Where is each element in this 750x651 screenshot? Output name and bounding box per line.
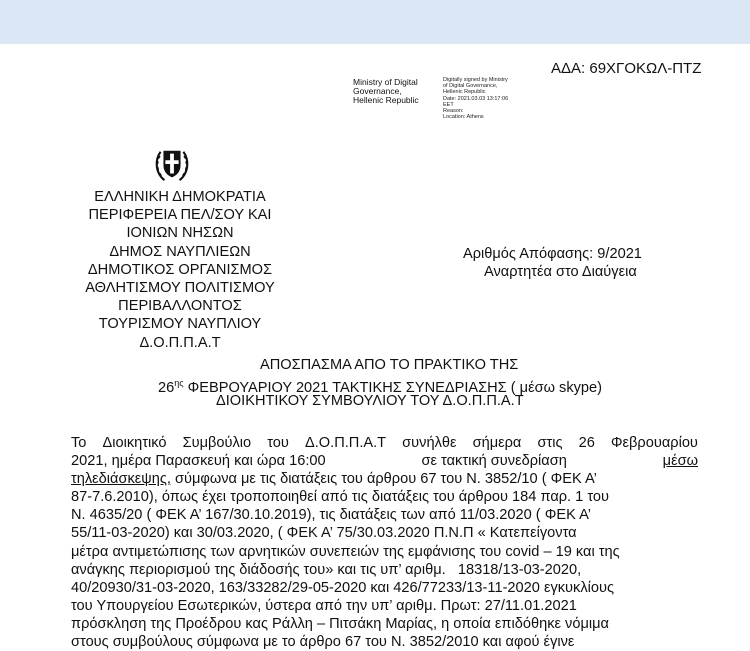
authority-line: ΠΕΡΙΒΑΛΛΟΝΤΟΣ [118,298,242,315]
body-line: μέτρα αντιμετώπισης των αρνητικών συνεπειών της εμφάνισης του covid – 19 και της [71,543,620,560]
signature-org-line: Hellenic Republic [353,95,419,105]
signature-detail-line: of Digital Governance, [443,83,498,90]
viewer-top-bar [0,0,750,44]
signature-detail-line: Digitally signed by Ministry [443,77,508,83]
issuing-authority [60,188,300,352]
word: σήμερα [472,435,522,451]
body-line: του Υπουργείου Εσωτερικών, ύστερα από την υπ’ αριθμ. Πρωτ: 27/11.01.2021 [71,597,577,614]
signature-org [353,78,443,105]
meeting-description: ΦΕΒΡΟΥΑΡΙΟΥ 2021 ΤΑΚΤΙΚΗΣ ΣΥΝΕΔΡΙΑΣΗΣ ( μέσω skype) [183,379,603,396]
body-line: πρόσκληση της Προέδρου κας Ράλλη – Πιτσάκη Μαρίας, η οποία επιδόθηκε νόμιμα [71,615,609,632]
word: του [267,435,289,451]
body-line [71,452,698,470]
word: Το [71,435,87,451]
authority-line: ΑΘΛΗΤΙΣΜΟΥ ΠΟΛΙΤΙΣΜΟΥ [85,280,275,297]
minutes-body-text [71,434,698,651]
text-segment: σύμφωνα με τις διατάξεις του άρθρου 67 του Ν. 3852/10 ( ΦΕΚ Α’ [170,471,597,488]
text-segment: σε τακτική συνεδρίαση [421,453,567,470]
underlined-text: τηλεδιάσκεψης, [71,471,171,488]
meeting-day: 26 [158,379,175,396]
body-line: 87-7.6.2010), όπως έχει τροποποιηθεί από τις διατάξεις του άρθρου 184 παρ. 1 του [71,489,609,506]
signature-detail-line: EET [443,101,454,108]
word: στις [537,435,563,451]
body-line: 40/20930/31-03-2020, 163/33282/29-05-2020 και 426/77233/13-11-2020 εγκυκλίους [71,579,614,596]
signature-detail-line: Location: Athens [443,114,484,121]
underlined-text: μέσω [662,453,698,470]
extract-heading-line-1: ΑΠΟΣΠΑΣΜΑ ΑΠΟ ΤΟ ΠΡΑΚΤΙΚΟ ΤΗΣ [260,357,519,373]
body-line: ανάγκης περιορισμού της διάδοσής του» και τις υπ’ αριθμ. 18318/13-03-2020, [71,561,582,578]
word: Διοικητικό [102,435,167,451]
text-segment: 2021, ημέρα Παρασκευή και ώρα 16:00 [71,453,326,470]
greek-coat-of-arms-icon [153,146,191,184]
authority-line: ΔΗΜΟΤΙΚΟΣ ΟΡΓΑΝΙΣΜΟΣ [87,261,273,278]
ada-code: ΑΔΑ: 69ΧΓΟΚΩΛ-ΠΤΖ [551,60,702,77]
signature-detail-line: Reason: [443,108,464,115]
decision-info [463,245,642,281]
authority-line: Δ.Ο.Π.Π.Α.Τ [139,334,221,351]
signature-detail-line: Hellenic Republic [443,89,486,96]
signature-org-line: Governance, [353,86,402,96]
word: Δ.Ο.Π.Π.Α.Τ [304,435,387,451]
authority-line: ΠΕΡΙΦΕΡΕΙΑ ΠΕΛ/ΣΟΥ ΚΑΙ [88,207,272,224]
authority-line: ΔΗΜΟΣ ΝΑΥΠΛΙΕΩΝ [109,243,251,260]
ordinal-suffix: ης [174,378,184,388]
body-line: Ν. 4635/20 ( ΦΕΚ Α’ 167/30.10.2019), τις διατάξεις των από 11/03.2020 ( ΦΕΚ Α’ [71,507,591,524]
diavgeia-posting-note: Αναρτητέα στο Διαύγεια [484,264,637,281]
word: συνήλθε [402,435,457,451]
authority-line: ΤΟΥΡΙΣΜΟΥ ΝΑΥΠΛΙΟΥ [98,316,262,333]
signature-details [443,77,543,120]
body-line [71,470,698,488]
decision-number: Αριθμός Απόφασης: 9/2021 [463,246,642,262]
word: 26 [578,435,595,451]
body-line: 55/11-03-2020) και 30/03.2020, ( ΦΕΚ Α’ 75/30.03.2020 Π.Ν.Π « Κατεπείγοντα [71,525,577,542]
authority-line: ΙΟΝΙΩΝ ΝΗΣΩΝ [126,225,234,242]
word: Φεβρουαρίου [610,435,698,451]
authority-line: ΕΛΛΗΝΙΚΗ ΔΗΜΟΚΡΑΤΙΑ [94,189,266,205]
signature-org-line: Ministry of Digital [353,77,418,87]
extract-heading-line-3: ΔΙΟΙΚΗΤΙΚΟΥ ΣΥΜΒΟΥΛΙΟΥ ΤΟΥ Δ.Ο.Π.Π.Α.Τ [216,393,524,409]
body-line [71,434,698,452]
signature-detail-line: Date: 2021.03.03 13:17:06 [443,95,509,102]
word: Συμβούλιο [182,435,252,451]
body-line: στους συμβούλους σύμφωνα με το άρθρο 67 του Ν. 3852/2010 και αφού έγινε [71,634,575,651]
